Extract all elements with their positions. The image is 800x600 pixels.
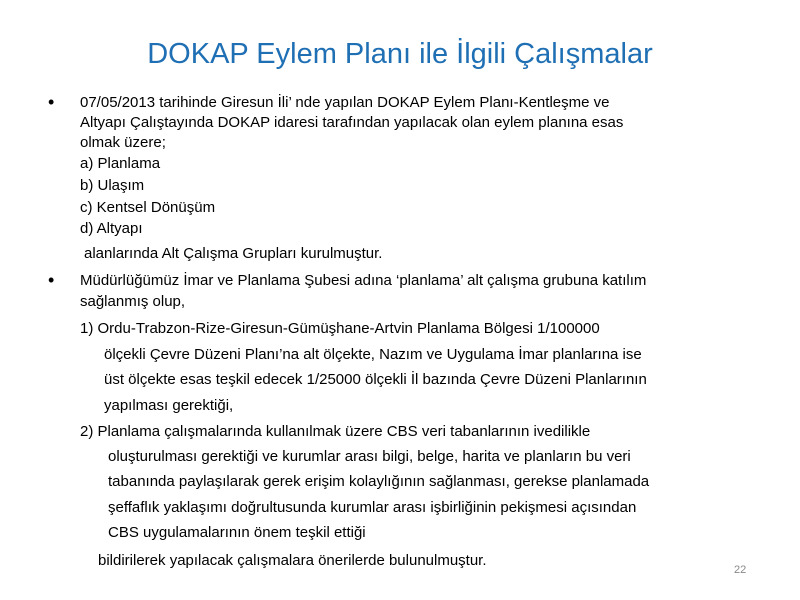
bullet-1-line: Altyapı Çalıştayında DOKAP idaresi tarafından yapılacak olan eylem planına esas bbox=[80, 114, 624, 131]
numbered-item-1-line: yapılması gerektiği, bbox=[104, 397, 234, 414]
list-item-ulasim: b) Ulaşım bbox=[80, 177, 145, 194]
numbered-item-2-line: CBS uygulamalarının önem teşkil ettiği bbox=[108, 524, 366, 541]
numbered-item-1-line: üst ölçekte esas teşkil edecek 1/25000 ölçekli İl bazında Çevre Düzeni Planlarının bbox=[104, 371, 647, 388]
numbered-item-1-line: ölçekli Çevre Düzeni Planı’na alt ölçekte, Nazım ve Uygulama İmar planlarına ise bbox=[104, 346, 642, 363]
bullet-1-line: 07/05/2013 tarihinde Giresun İli’ nde yapılan DOKAP Eylem Planı-Kentleşme ve bbox=[80, 94, 610, 111]
list-item-altyapi: d) Altyapı bbox=[80, 220, 143, 237]
numbered-item-2-line: oluşturulması gerektiği ve kurumlar arası bilgi, belge, harita ve planların bu veri bbox=[108, 448, 631, 465]
numbered-item-1: 1) Ordu-Trabzon-Rize-Giresun-Gümüşhane-Artvin Planlama Bölgesi 1/100000 bbox=[80, 320, 600, 337]
bullet-1-line: alanlarında Alt Çalışma Grupları kurulmuştur. bbox=[84, 245, 383, 262]
page-number: 22 bbox=[734, 564, 747, 576]
bullet-2-line: Müdürlüğümüz İmar ve Planlama Şubesi adına ‘planlama’ alt çalışma grubuna katılım bbox=[80, 272, 647, 289]
bullet-1-line: olmak üzere; bbox=[80, 134, 166, 151]
numbered-item-2-line: tabanında paylaşılarak gerek erişim kolaylığının sağlanması, gerekse planlamada bbox=[108, 473, 650, 490]
slide-title: DOKAP Eylem Planı ile İlgili Çalışmalar bbox=[147, 38, 653, 70]
numbered-item-2: 2) Planlama çalışmalarında kullanılmak üzere CBS veri tabanlarının ivedilikle bbox=[80, 423, 591, 440]
bullet-marker: • bbox=[48, 92, 55, 112]
numbered-item-2-line: şeffaflık yaklaşımı doğrultusunda kurumlar arası işbirliğinin pekişmesi açısından bbox=[108, 499, 637, 516]
bullet-2-line: sağlanmış olup, bbox=[80, 293, 186, 310]
bullet-marker: • bbox=[48, 270, 55, 290]
bullet-2-conclusion: bildirilerek yapılacak çalışmalara önerilerde bulunulmuştur. bbox=[98, 552, 487, 569]
list-item-planlama: a) Planlama bbox=[80, 155, 161, 172]
list-item-kentsel-donusum: c) Kentsel Dönüşüm bbox=[80, 199, 216, 216]
